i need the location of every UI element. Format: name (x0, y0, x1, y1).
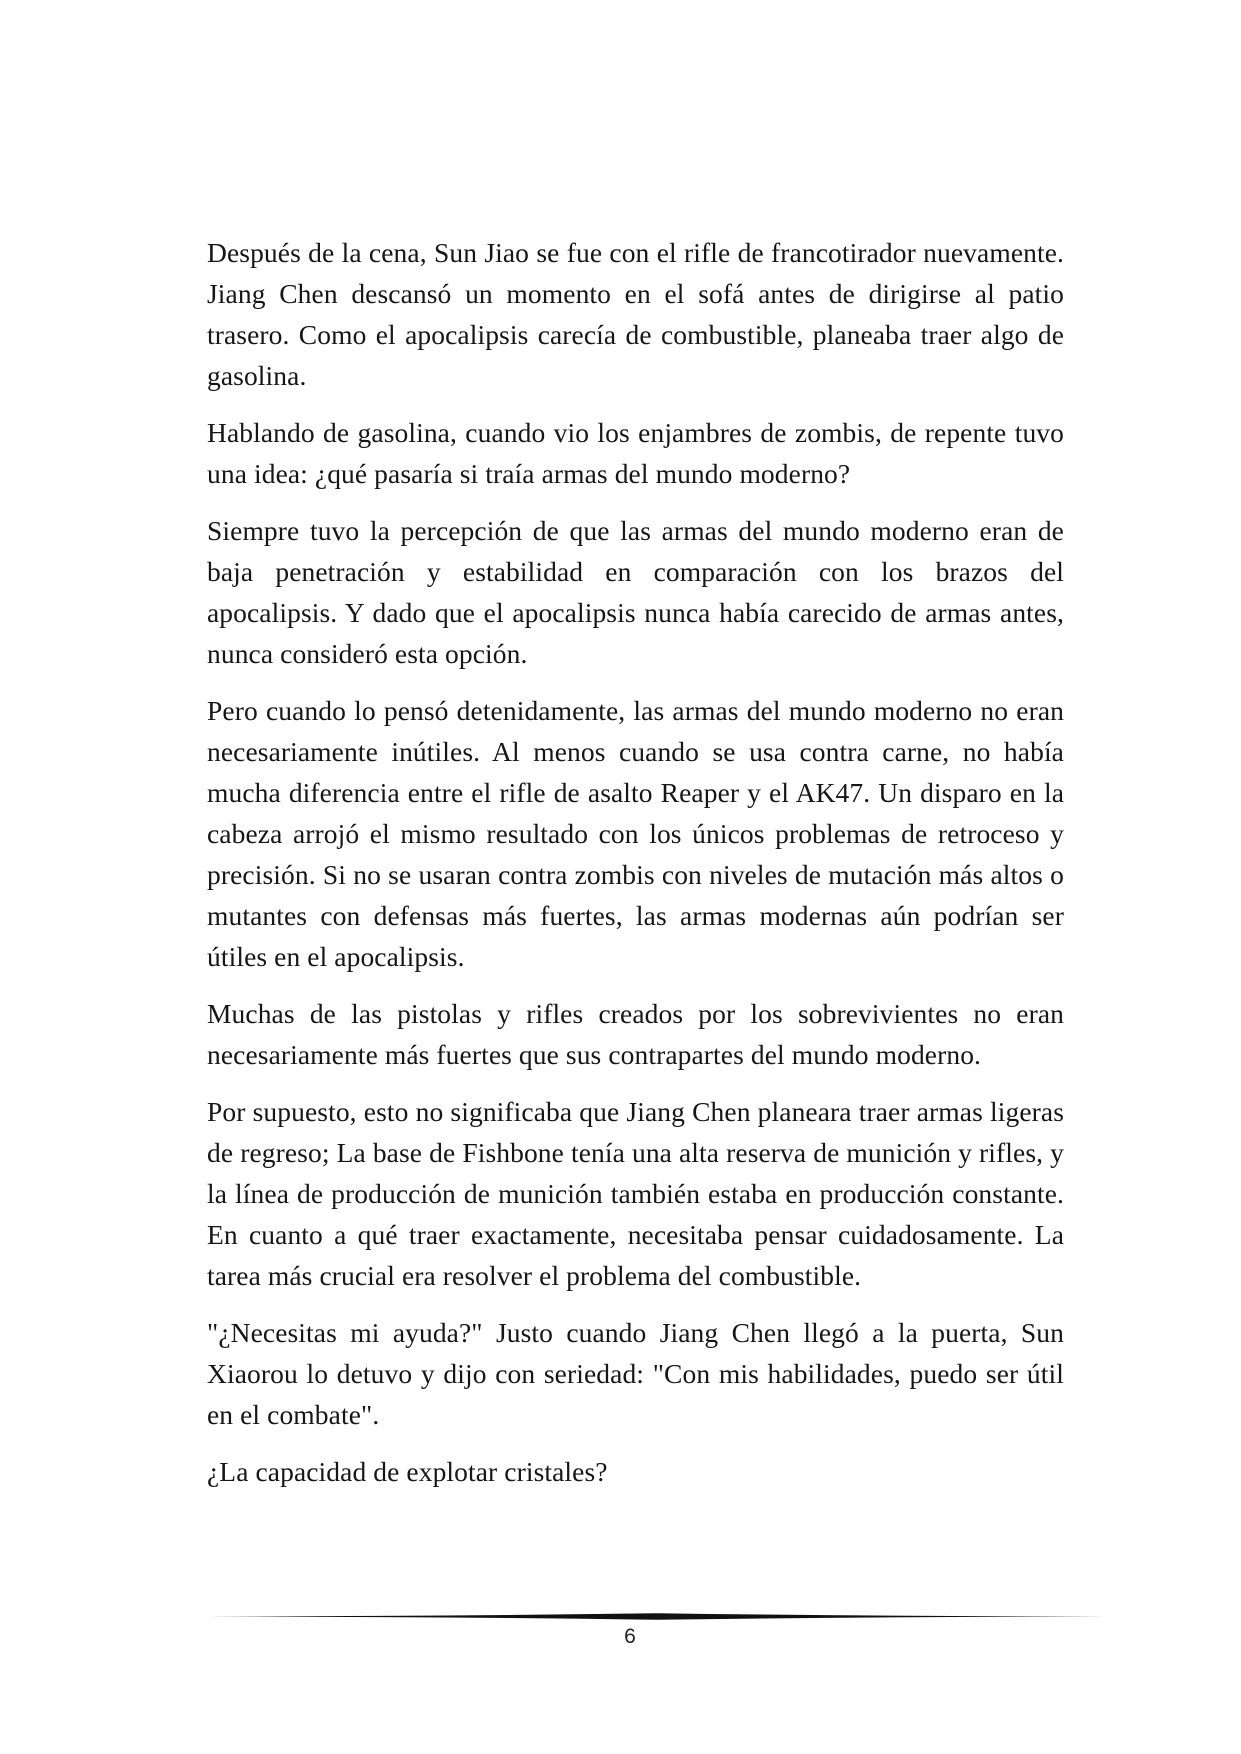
paragraph-3: Siempre tuvo la percepción de que las armas del mundo moderno eran de baja penetración y estabilidad en comparación con los brazos del apocalipsis. Y dado que el apocalipsis nunca había carecido de armas antes, nunca consideró esta opción. (207, 515, 1064, 669)
paragraph-5: Muchas de las pistolas y rifles creados por los sobrevivientes no eran necesariamente más fuertes que sus contrapartes del mundo moderno. (207, 998, 1064, 1070)
paragraph-7: "¿Necesitas mi ayuda?" Justo cuando Jiang Chen llegó a la puerta, Sun Xiaorou lo detuvo y dijo con seriedad: "Con mis habilidades, puedo ser útil en el combate". (207, 1317, 1064, 1430)
footer-divider (207, 1612, 1107, 1621)
paragraph-6: Por supuesto, esto no significaba que Jiang Chen planeara traer armas ligeras de regreso; La base de Fishbone tenía una alta reserva de munición y rifles, y la línea de producción de munición también estaba en producción constante. En cuanto a qué traer exactamente, necesitaba pensar cuidadosamente. La tarea más crucial era resolver el problema del combustible. (207, 1096, 1064, 1291)
paragraph-8: ¿La capacidad de explotar cristales? (207, 1456, 608, 1487)
body-text (207, 232, 1064, 1508)
page-number: 6 (624, 1625, 636, 1648)
paragraph-4: Pero cuando lo pensó detenidamente, las armas del mundo moderno no eran necesariamente inútiles. Al menos cuando se usa contra carne, no había mucha diferencia entre el rifle de asalto Reaper y el AK47. Un disparo en la cabeza arrojó el mismo resultado con los únicos problemas de retroceso y precisión. Si no se usaran contra zombis con niveles de mutación más altos o mutantes con defensas más fuertes, las armas modernas aún podrían ser útiles en el apocalipsis. (207, 695, 1064, 972)
paragraph-2: Hablando de gasolina, cuando vio los enjambres de zombis, de repente tuvo una idea: ¿qué pasaría si traía armas del mundo moderno? (207, 417, 1064, 489)
paragraph-1: Después de la cena, Sun Jiao se fue con el rifle de francotirador nuevamente. Jiang Chen descansó un momento en el sofá antes de dirigirse al patio trasero. Como el apocalipsis carecía de combustible, planeaba traer algo de gasolina. (207, 237, 1064, 391)
